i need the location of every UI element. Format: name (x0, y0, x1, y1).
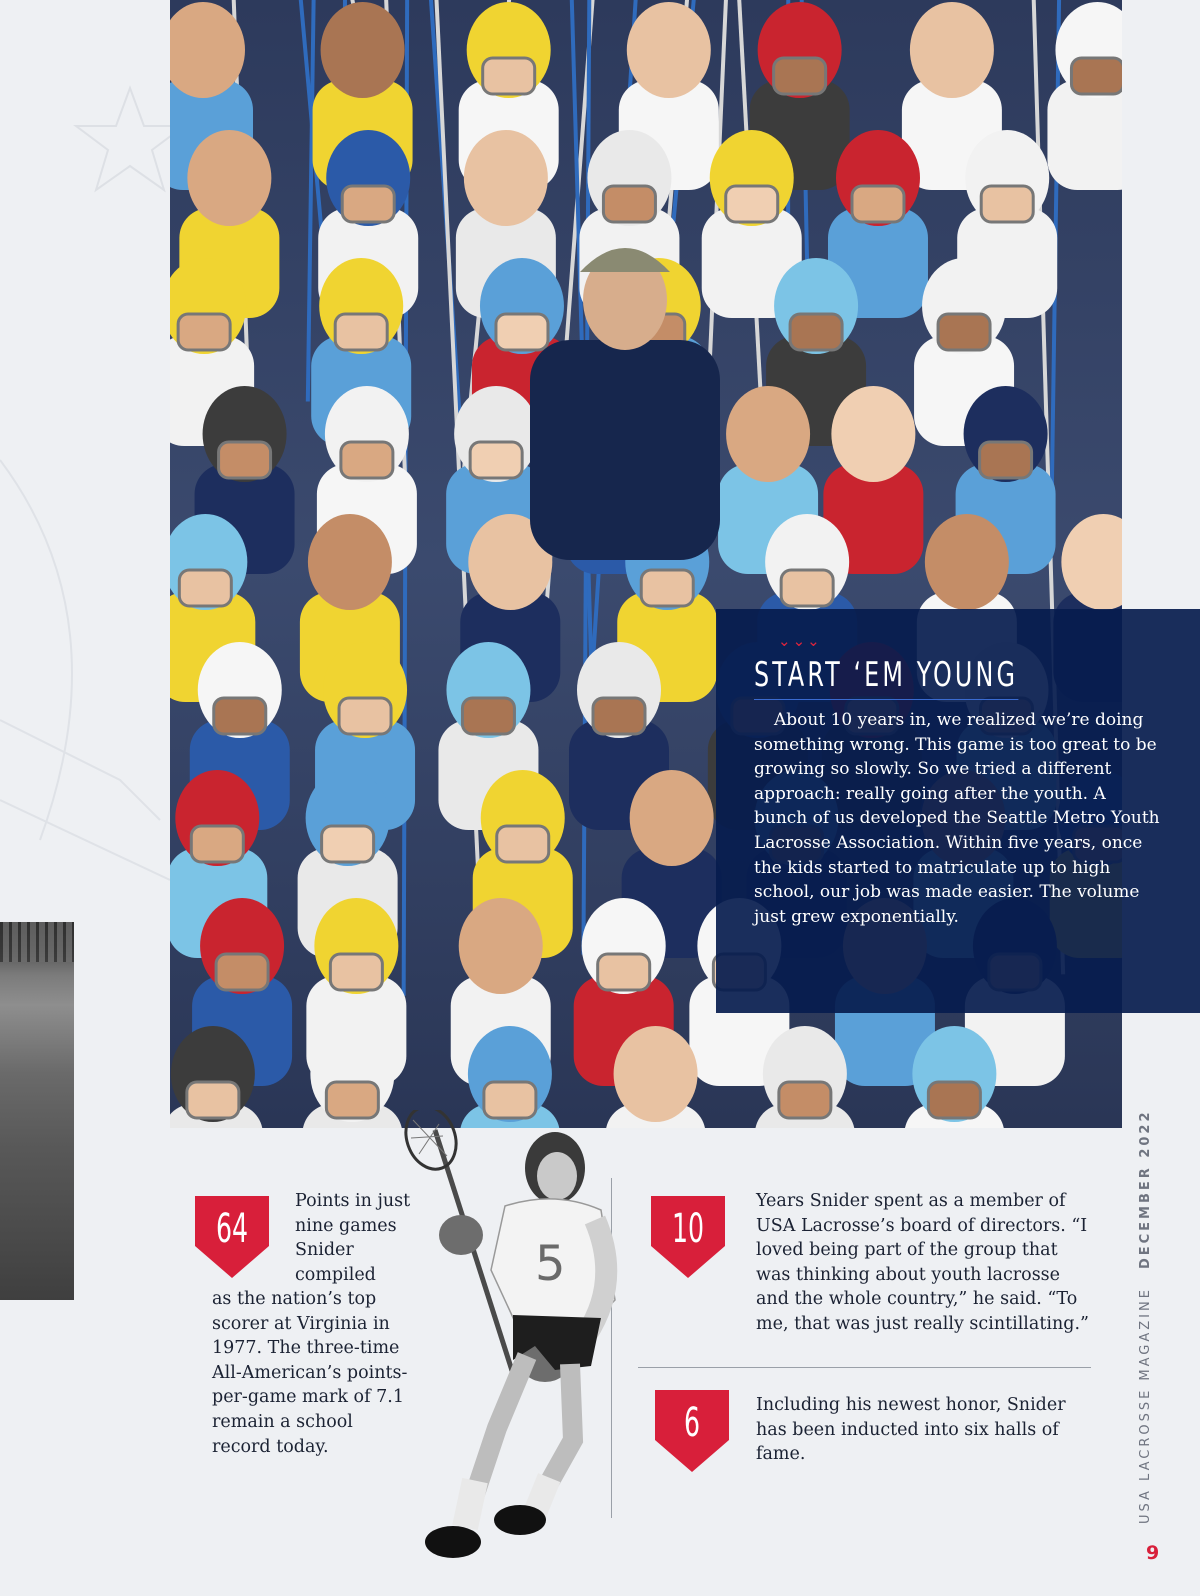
issue-date: DECEMBER 2022 (1138, 1109, 1153, 1270)
face-mask (219, 442, 271, 478)
face-mask (781, 570, 833, 606)
face-mask (339, 698, 391, 734)
face-mask (598, 954, 650, 990)
player-face (925, 514, 1009, 610)
face-mask (980, 442, 1032, 478)
face-mask (178, 314, 230, 350)
coach-jacket (530, 340, 720, 560)
stat-10-text: Years Snider spent as a member of USA Lacrosse’s board of directors. “I loved being part of the group that was thinking about youth lacrosse and the whole country,” he said. “To me, that was just really scintillating.” (756, 1191, 1089, 1334)
sidebar-title: START ‘EM YOUNG (754, 655, 1018, 700)
face-mask (981, 186, 1033, 222)
face-mask (187, 1082, 239, 1118)
stat-number: 6 (683, 1400, 701, 1446)
face-mask (928, 1082, 980, 1118)
player-face (308, 514, 392, 610)
stat-divider (638, 1367, 1091, 1368)
face-mask (774, 58, 826, 94)
face-mask (214, 698, 266, 734)
start-em-young-sidebar (716, 609, 1200, 1013)
face-mask (462, 698, 514, 734)
page-number: 9 (1146, 1542, 1160, 1564)
page-folio (1138, 1109, 1153, 1524)
player-face (464, 130, 548, 226)
face-mask (938, 314, 990, 350)
player-face (321, 2, 405, 98)
face-mask (326, 1082, 378, 1118)
player-face (459, 898, 543, 994)
face-mask (593, 698, 645, 734)
face-mask (191, 826, 243, 862)
face-mask (470, 442, 522, 478)
sidebar-body: About 10 years in, we realized we’re doing something wrong. This game is too great to be growing so slowly. So we tried a different approach: really going after the youth. A bunch of us developed the Seattle Metro Youth Lacrosse Association. Within five years, once the kids started to matriculate up to high school, our job was made easier. The volume just grew exponentially. (754, 710, 1160, 927)
player-face (187, 130, 271, 226)
face-mask (603, 186, 655, 222)
chevrons-down-icon: ⌄⌄⌄ (778, 632, 822, 650)
stat-badge-6 (655, 1390, 729, 1472)
face-mask (497, 826, 549, 862)
stat-64-text-top: Points in just nine games Snider compiled (295, 1191, 411, 1285)
stat-number: 64 (215, 1206, 249, 1252)
player-face (614, 1026, 698, 1122)
face-mask (483, 58, 535, 94)
stat-64-text-bottom: as the nation’s top scorer at Virginia in 1977. The three-time All-American’s points-per-game mark of 7.1 remain a school record today. (212, 1289, 408, 1457)
player-face (910, 2, 994, 98)
background-line-art (0, 420, 170, 940)
face-mask (790, 314, 842, 350)
face-mask (322, 826, 374, 862)
stat-number: 10 (671, 1206, 705, 1252)
vintage-field-photo-edge (0, 922, 74, 1300)
stat-badge-64 (195, 1196, 269, 1278)
jersey-number: 5 (535, 1236, 566, 1292)
face-mask (641, 570, 693, 606)
publication-name: USA LACROSSE MAGAZINE (1138, 1287, 1153, 1524)
player-face (831, 386, 915, 482)
face-mask (852, 186, 904, 222)
face-mask (779, 1082, 831, 1118)
face-mask (335, 314, 387, 350)
stat-6-text: Including his newest honor, Snider has been inducted into six halls of fame. (756, 1395, 1066, 1465)
face-mask (1071, 58, 1122, 94)
face-mask (496, 314, 548, 350)
face-mask (342, 186, 394, 222)
face-mask (179, 570, 231, 606)
face-mask (341, 442, 393, 478)
player-face (630, 770, 714, 866)
face-mask (330, 954, 382, 990)
face-mask (216, 954, 268, 990)
stat-badge-10 (651, 1196, 725, 1278)
vintage-player-cutout (395, 1110, 635, 1580)
player-jersey (1047, 80, 1122, 190)
player-face (627, 2, 711, 98)
player-face (726, 386, 810, 482)
face-mask (726, 186, 778, 222)
